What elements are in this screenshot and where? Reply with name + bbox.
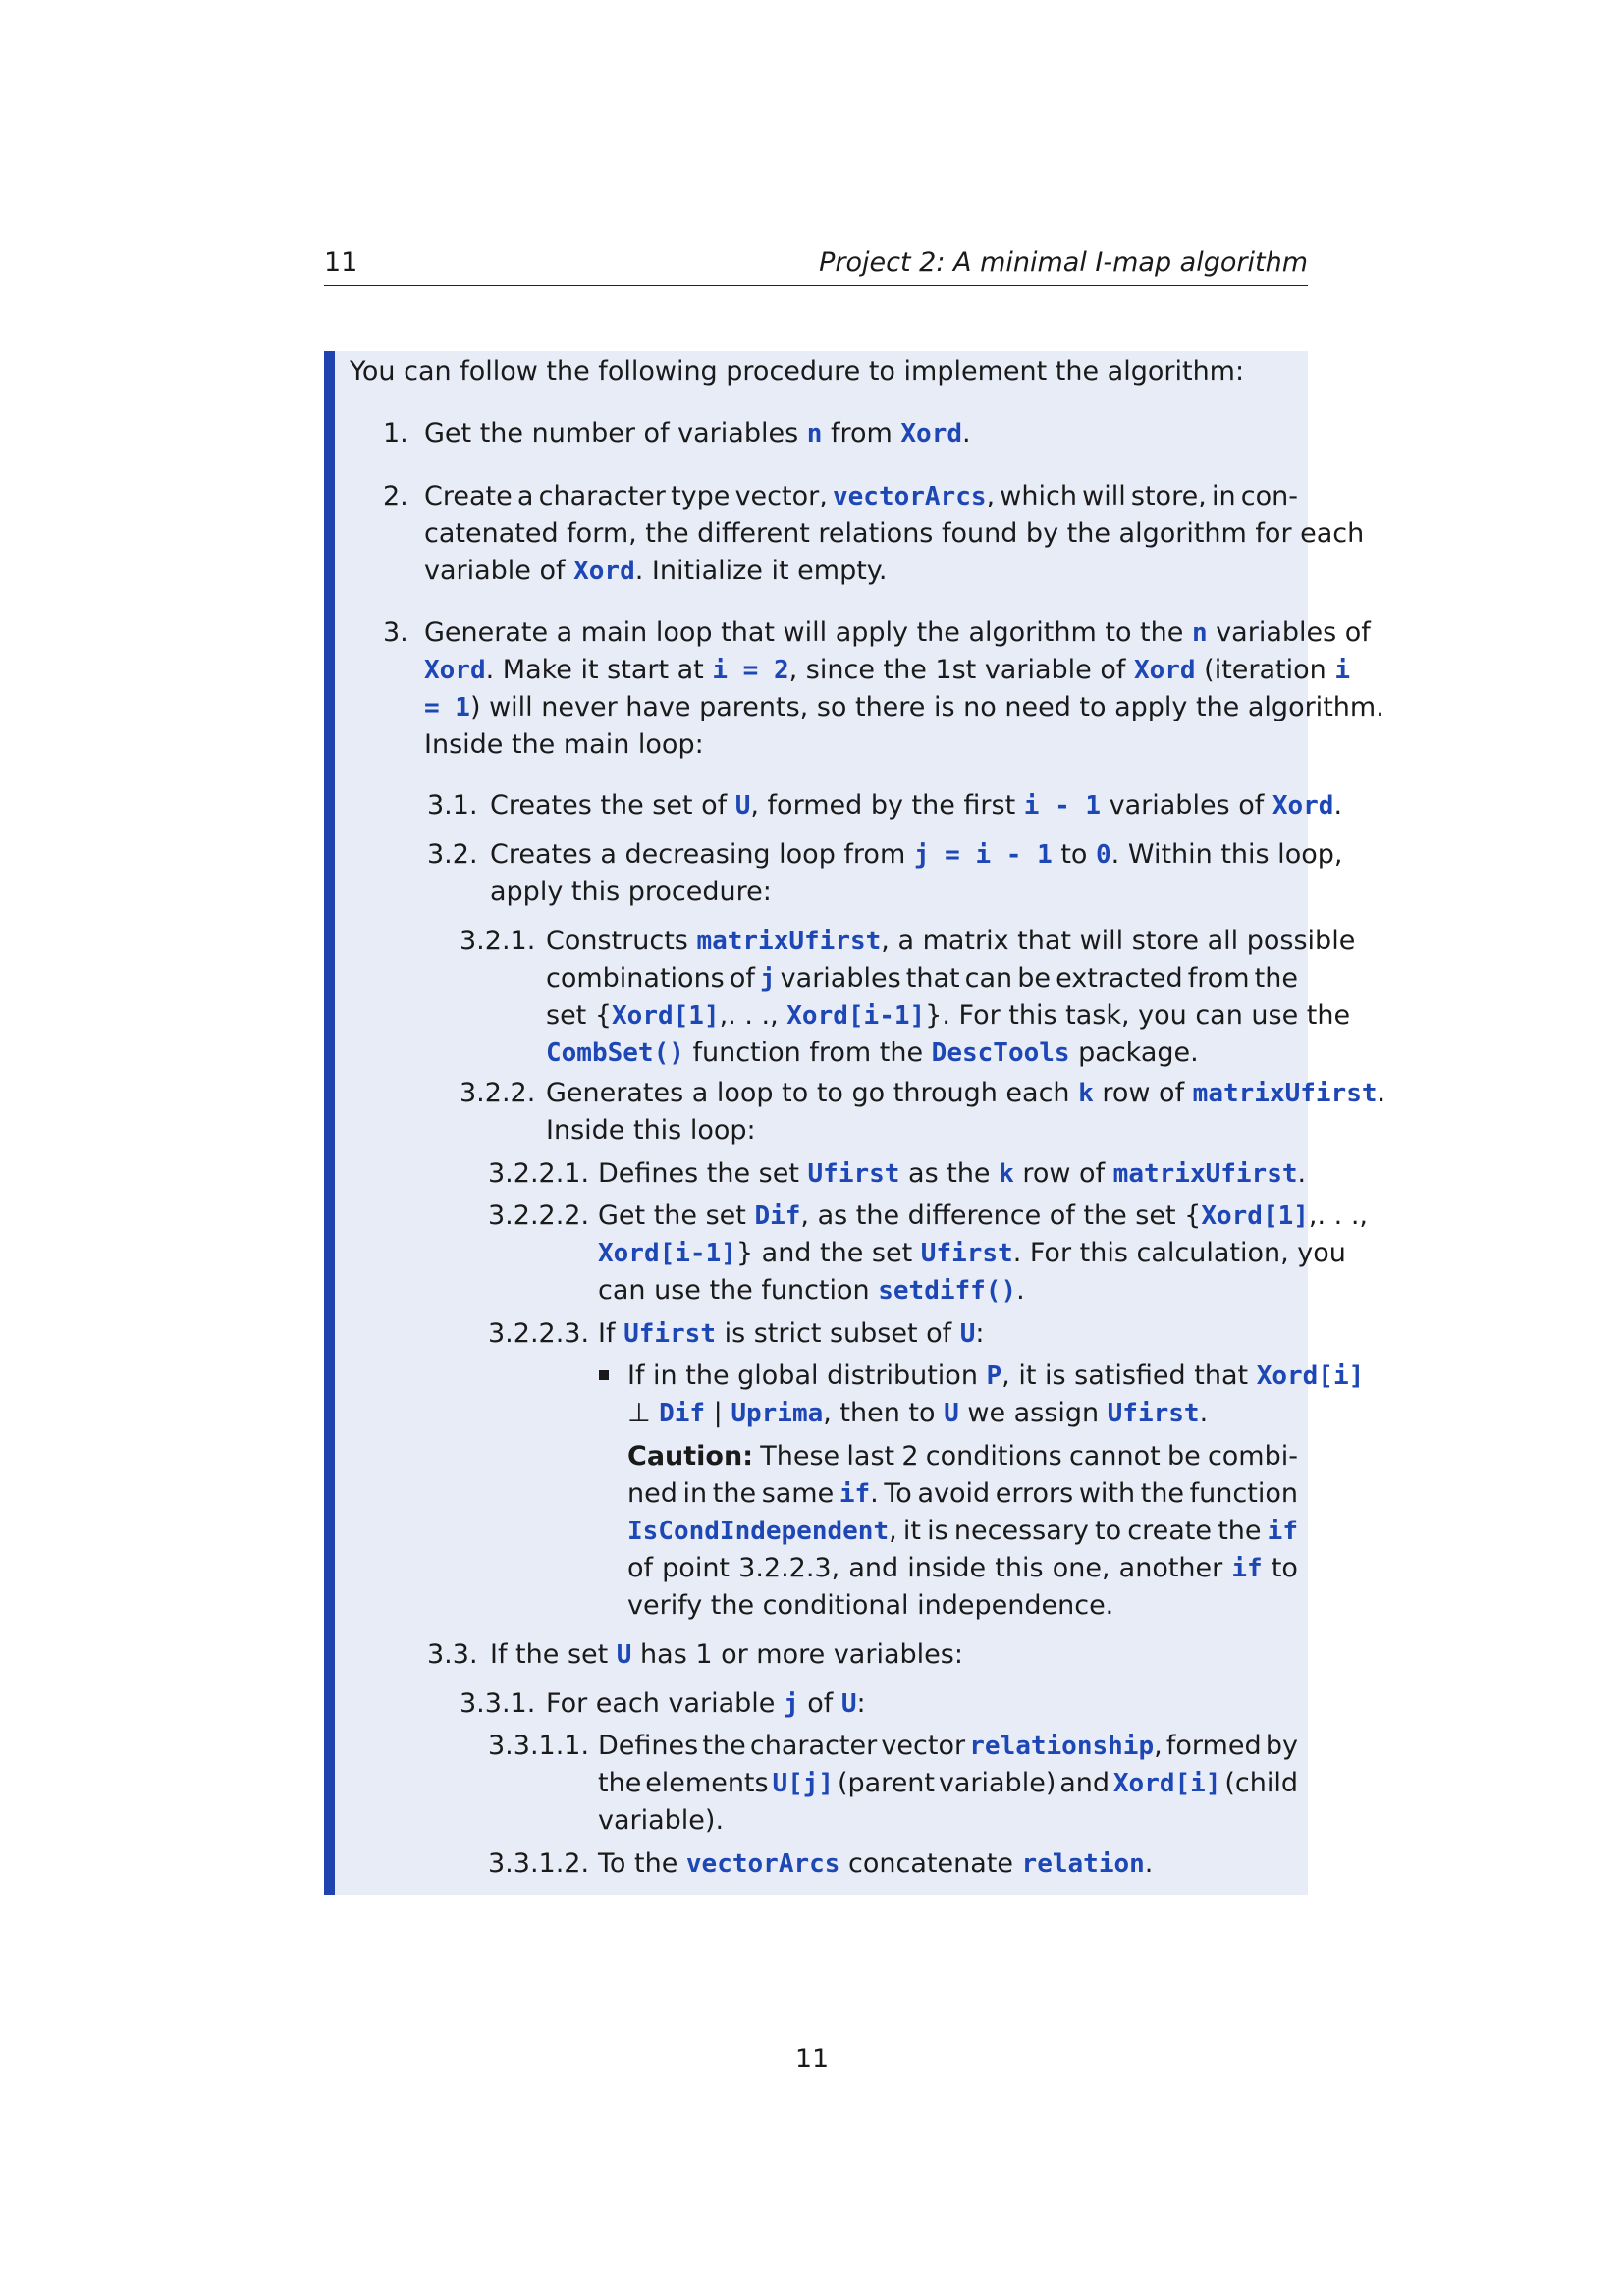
caution-line-4: of point 3.2.2.3, and inside this one, another if to xyxy=(627,1553,1298,1583)
header-title: Project 2: A minimal I-map algorithm xyxy=(819,247,1308,278)
step-2-line-2: catenated form, the different relations found by the algorithm for each xyxy=(424,518,1365,549)
footer-page-number: 11 xyxy=(794,2044,830,2074)
bullet-line-2: ⊥ Dif | Uprima, then to U we assign Ufirst. xyxy=(627,1398,1209,1428)
step-2-line-3: variable of Xord. Initialize it empty. xyxy=(424,556,888,586)
step-1-number: 1. xyxy=(383,418,408,449)
caution-line-1: Caution: These last 2 conditions cannot be combi- xyxy=(627,1438,1298,1474)
step-3-2-number: 3.2. xyxy=(427,839,478,870)
step-3-2-2-2-line-1: Get the set Dif, as the difference of the set {Xord[1],. . ., xyxy=(598,1201,1368,1231)
step-3-1-number: 3.1. xyxy=(427,790,478,821)
caution-line-2: ned in the same if. To avoid errors with the function xyxy=(627,1478,1298,1509)
step-3-3-1-1-line-3: variable). xyxy=(598,1805,725,1836)
step-3-2-2-3-line-1: If Ufirst is strict subset of U: xyxy=(598,1318,985,1349)
step-3-2-1-line-4: CombSet() function from the DescTools package. xyxy=(546,1038,1199,1068)
step-3-1-line-1: Creates the set of U, formed by the first i - 1 variables of Xord. xyxy=(490,790,1343,821)
step-3-3-line-1: If the set U has 1 or more variables: xyxy=(490,1639,963,1670)
step-2-line-1: Create a character type vector, vectorArcs, which will store, in con- xyxy=(424,481,1298,511)
intro-text: You can follow the following procedure to implement the algorithm: xyxy=(350,356,1245,387)
bullet-marker xyxy=(599,1370,609,1380)
step-3-2-2-line-1: Generates a loop to to go through each k row of matrixUfirst. xyxy=(546,1078,1386,1108)
step-3-2-line-1: Creates a decreasing loop from j = i - 1 to 0. Within this loop, xyxy=(490,839,1343,870)
step-3-2-1-number: 3.2.1. xyxy=(460,926,536,956)
step-3-2-2-number: 3.2.2. xyxy=(460,1078,536,1108)
step-3-2-line-2: apply this procedure: xyxy=(490,877,772,907)
step-3-2-1-line-3: set {Xord[1],. . ., Xord[i-1]}. For this task, you can use the xyxy=(546,1000,1351,1031)
step-3-3-number: 3.3. xyxy=(427,1639,478,1670)
step-3-3-1-line-1: For each variable j of U: xyxy=(546,1688,866,1719)
step-3-3-1-2-line-1: To the vectorArcs concatenate relation. xyxy=(598,1848,1154,1879)
accent-bar xyxy=(324,351,335,1895)
step-3-2-2-3-number: 3.2.2.3. xyxy=(488,1318,590,1349)
step-3-3-1-1-number: 3.3.1.1. xyxy=(488,1731,590,1761)
step-3-3-1-1-line-2: the elements U[j] (parent variable) and Xord[i] (child xyxy=(598,1768,1298,1798)
step-3-line-4: Inside the main loop: xyxy=(424,729,704,760)
step-3-2-2-2-line-2: Xord[i-1]} and the set Ufirst. For this calculation, you xyxy=(598,1238,1346,1268)
step-3-2-2-2-line-3: can use the function setdiff(). xyxy=(598,1275,1025,1306)
step-1-line-1: Get the number of variables n from Xord. xyxy=(424,418,971,449)
header-page-number: 11 xyxy=(324,247,358,278)
caution-label: Caution: xyxy=(627,1441,753,1471)
step-3-line-1: Generate a main loop that will apply the algorithm to the n variables of xyxy=(424,617,1371,648)
step-3-line-3: = 1) will never have parents, so there is no need to apply the algorithm. xyxy=(424,692,1384,722)
step-3-2-2-2-number: 3.2.2.2. xyxy=(488,1201,590,1231)
step-3-2-2-1-line-1: Defines the set Ufirst as the k row of matrixUfirst. xyxy=(598,1158,1307,1189)
step-3-number: 3. xyxy=(383,617,408,648)
step-2-number: 2. xyxy=(383,481,408,511)
step-3-3-1-1-line-1: Defines the character vector relationship, formed by xyxy=(598,1731,1298,1761)
step-3-2-2-1-number: 3.2.2.1. xyxy=(488,1158,590,1189)
step-3-3-1-number: 3.3.1. xyxy=(460,1688,536,1719)
step-3-2-1-line-2: combinations of j variables that can be extracted from the xyxy=(546,963,1298,993)
caution-line-3: IsCondIndependent, it is necessary to create the if xyxy=(627,1516,1298,1546)
page-header xyxy=(324,247,1308,286)
bullet-line-1: If in the global distribution P, it is satisfied that Xord[i] xyxy=(627,1361,1365,1391)
caution-line-5: verify the conditional independence. xyxy=(627,1590,1114,1621)
step-3-line-2: Xord. Make it start at i = 2, since the 1st variable of Xord (iteration i xyxy=(424,655,1350,685)
step-3-2-1-line-1: Constructs matrixUfirst, a matrix that will store all possible xyxy=(546,926,1356,956)
step-3-3-1-2-number: 3.3.1.2. xyxy=(488,1848,590,1879)
step-3-2-2-line-2: Inside this loop: xyxy=(546,1115,756,1146)
